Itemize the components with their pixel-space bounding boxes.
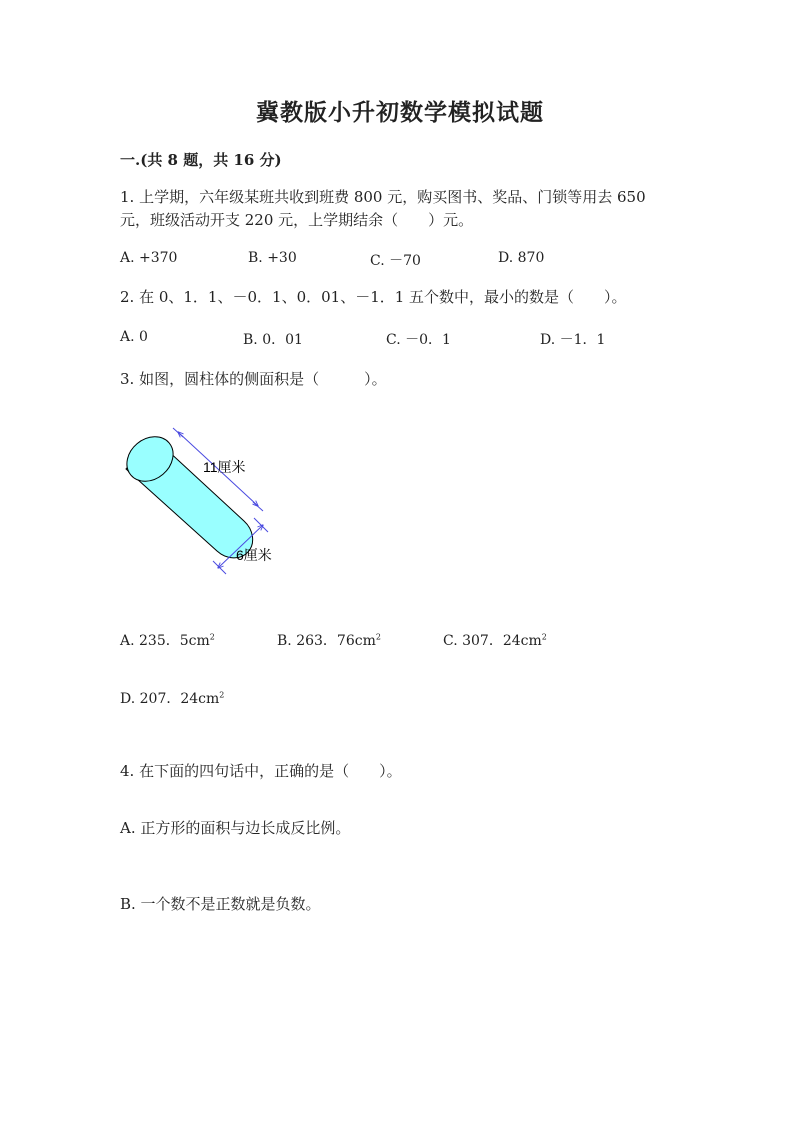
diameter-label: 6厘米 (236, 547, 272, 563)
page-title: 冀教版小升初数学模拟试题 (256, 99, 544, 126)
question-3-option-a: A. 235．$5cm^2$ (120, 632, 215, 649)
length-label: 11厘米 (203, 459, 246, 475)
question-3-option-d: D. 207．$24cm^2$ (120, 690, 225, 707)
question-2-stem: 2. 在 0、1．1、－0．1、0．01、－1．1 五个数中，最小的数是（ ）。 (120, 288, 627, 306)
question-1-line-2: 元，班级活动开支 220 元，上学期结余（ ）元。 (120, 211, 474, 229)
question-1-option-d: D. 870 (498, 250, 545, 266)
question-3-option-c: C. 307．$24cm^2$ (443, 632, 547, 649)
question-3-stem: 3. 如图，圆柱体的侧面积是（ ）。 (120, 370, 387, 388)
question-3-option-b: B. 263．$76cm^2$ (277, 632, 381, 649)
question-1-option-b: B. +30 (248, 250, 297, 266)
question-4-stem: 4. 在下面的四句话中，正确的是（ ）。 (120, 762, 402, 780)
question-1-option-c: C. －70 (370, 253, 421, 269)
question-1-option-a: A. +370 (120, 250, 178, 266)
question-2-option-a: A. 0 (120, 329, 148, 345)
question-1-stem (120, 186, 646, 232)
question-4-option-a: A. 正方形的面积与边长成反比例。 (120, 819, 351, 837)
question-4-option-b: B. 一个数不是正数就是负数。 (120, 895, 321, 913)
question-2-option-c: C. －0．1 (386, 332, 451, 348)
section-heading: 一.(共 8 题，共 16 分) (120, 151, 282, 169)
question-2-option-d: D. －1．1 (540, 332, 606, 348)
cylinder-figure (118, 425, 288, 585)
question-2-option-b: B. 0．01 (243, 332, 303, 348)
question-1-line-1: 1. 上学期，六年级某班共收到班费 800 元，购买图书、奖品、门锁等用去 650 (120, 188, 646, 206)
